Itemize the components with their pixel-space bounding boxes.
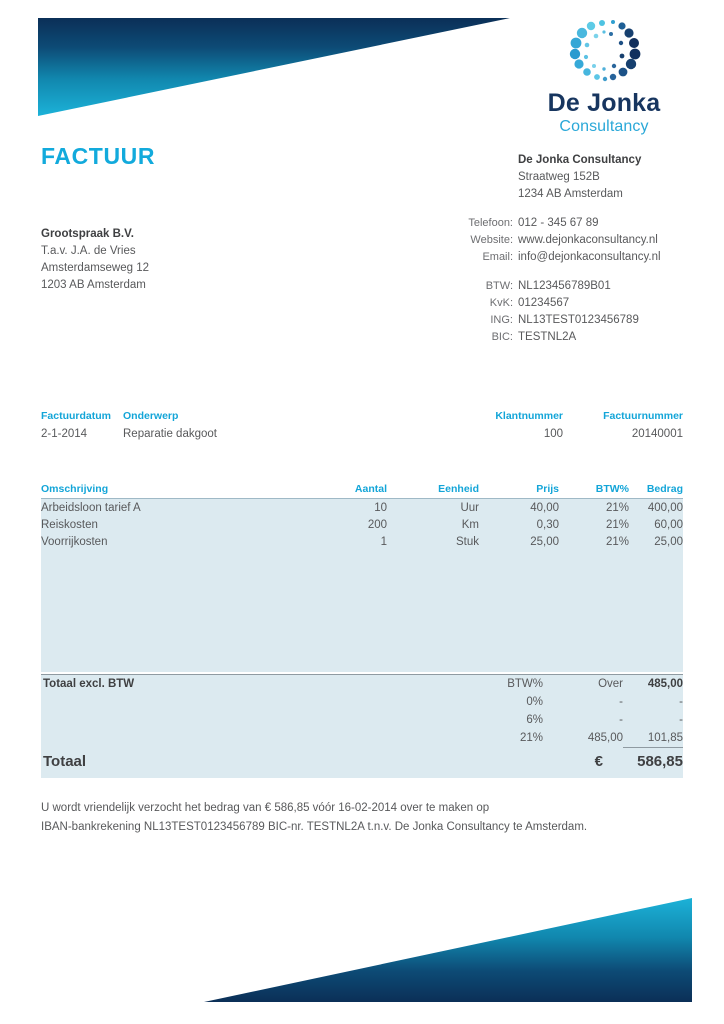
cell-quantity: 10 — [374, 502, 387, 514]
company-contact-row — [440, 232, 692, 249]
header-totals-btw-pct: BTW% — [507, 678, 543, 690]
bottom-banner-decoration — [204, 898, 692, 1006]
telefoon-label: Telefoon: — [468, 217, 513, 229]
addressee-attention: T.a.v. J.A. de Vries — [41, 245, 136, 257]
email-label: Email: — [482, 251, 513, 263]
payment-line-2: IBAN-bankrekening NL13TEST0123456789 BIC-nr. TESTNL2A t.n.v. De Jonka Consultancy te Amsterdam. — [41, 821, 588, 833]
value-subtotal: 485,00 — [647, 678, 683, 690]
currency-symbol: € — [594, 753, 603, 770]
company-name: De Jonka Consultancy — [518, 154, 642, 166]
vat-value-6: - — [679, 714, 683, 726]
cell-vat-pct: 21% — [605, 536, 629, 548]
header-bedrag: Bedrag — [646, 483, 683, 495]
company-identifier-row — [440, 329, 692, 346]
cell-quantity: 200 — [367, 519, 387, 531]
company-contact-row — [440, 215, 692, 232]
totals-section — [41, 674, 683, 778]
page-title: FACTUUR — [41, 143, 156, 169]
addressee-company: Grootspraak B.V. — [41, 228, 134, 240]
company-city: 1234 AB Amsterdam — [518, 188, 623, 200]
header-aantal: Aantal — [354, 483, 387, 495]
line-items-header-row — [41, 481, 683, 499]
cell-amount: 400,00 — [647, 502, 683, 514]
value-klantnummer: 100 — [543, 428, 563, 440]
vat-over-21: 485,00 — [587, 732, 623, 744]
website-label: Website: — [470, 234, 513, 246]
totals-vat-row — [41, 693, 683, 711]
company-details-block — [440, 152, 692, 346]
invoice-meta-values — [41, 425, 683, 443]
table-row — [41, 517, 683, 534]
invoice-meta — [41, 408, 683, 443]
cell-description: Voorrijkosten — [41, 536, 108, 548]
vat-pct-0: 0% — [526, 696, 543, 708]
invoice-meta-headers — [41, 408, 683, 424]
kvk-value: 01234567 — [518, 297, 570, 309]
header-klantnummer: Klantnummer — [495, 410, 563, 422]
cell-vat-pct: 21% — [605, 519, 629, 531]
top-banner-triangle-icon — [38, 18, 510, 128]
totals-vat-row — [41, 711, 683, 729]
vat-over-0: - — [619, 696, 623, 708]
cell-amount: 25,00 — [654, 536, 683, 548]
cell-description: Reiskosten — [41, 519, 98, 531]
spacer — [41, 711, 473, 729]
table-row — [41, 500, 683, 517]
addressee-city: 1203 AB Amsterdam — [41, 279, 146, 291]
vat-value-0: - — [679, 696, 683, 708]
grand-total-row — [41, 748, 683, 778]
email-value[interactable]: info@dejonkaconsultancy.nl — [518, 251, 661, 263]
cell-vat-pct: 21% — [605, 502, 629, 514]
addressee-street: Amsterdamseweg 12 — [41, 262, 150, 274]
header-prijs: Prijs — [536, 483, 559, 495]
logo-company-subtitle: Consultancy — [559, 118, 649, 135]
cell-description: Arbeidsloon tarief A — [41, 502, 141, 514]
spacer — [41, 729, 473, 748]
bic-label: BIC: — [491, 331, 513, 343]
dot-ring-icon — [556, 16, 652, 88]
vat-pct-21: 21% — [519, 732, 543, 744]
kvk-label: KvK: — [489, 297, 513, 309]
cell-unit: Km — [461, 519, 479, 531]
cell-quantity: 1 — [380, 536, 387, 548]
ing-value: NL13TEST0123456789 — [518, 314, 639, 326]
logo-company-name: De Jonka — [547, 89, 661, 117]
company-contact-row — [440, 249, 692, 266]
value-factuurnummer: 20140001 — [631, 428, 683, 440]
company-contact-group — [440, 215, 692, 266]
payment-instructions — [41, 799, 691, 837]
label-totaal-excl-btw: Totaal excl. BTW — [43, 678, 135, 690]
spacer — [41, 693, 473, 711]
addressee-block — [41, 226, 149, 294]
header-eenheid: Eenheid — [438, 483, 479, 495]
btw-value: NL123456789B01 — [518, 280, 611, 292]
value-onderwerp: Reparatie dakgoot — [123, 428, 217, 440]
table-row — [41, 534, 683, 551]
vat-pct-6: 6% — [526, 714, 543, 726]
value-factuurdatum: 2-1-2014 — [41, 428, 88, 440]
bottom-banner-triangle-icon — [204, 898, 692, 1006]
telefoon-value: 012 - 345 67 89 — [518, 217, 599, 229]
company-logo — [516, 16, 692, 138]
website-value[interactable]: www.dejonkaconsultancy.nl — [518, 234, 658, 246]
cell-price: 25,00 — [530, 536, 559, 548]
cell-unit: Stuk — [455, 536, 479, 548]
vat-over-6: - — [619, 714, 623, 726]
bic-value: TESTNL2A — [518, 331, 577, 343]
label-totaal: Totaal — [43, 753, 87, 770]
header-totals-over: Over — [598, 678, 623, 690]
vat-value-21: 101,85 — [623, 729, 683, 748]
company-identifier-row — [440, 312, 692, 329]
ing-label: ING: — [490, 314, 513, 326]
totals-vat-row — [41, 729, 683, 748]
btw-label: BTW: — [485, 280, 513, 292]
company-identifiers-group — [440, 278, 692, 346]
company-street: Straatweg 152B — [518, 171, 600, 183]
value-grand-total: 586,85 — [637, 753, 683, 770]
header-factuurnummer: Factuurnummer — [603, 410, 683, 422]
totals-subtotal-row — [41, 675, 683, 693]
line-items-table — [41, 481, 683, 672]
header-btw-pct: BTW% — [595, 483, 629, 495]
top-banner-decoration — [38, 18, 510, 128]
cell-price: 0,30 — [536, 519, 559, 531]
cell-amount: 60,00 — [654, 519, 683, 531]
cell-price: 40,00 — [530, 502, 559, 514]
company-identifier-row — [440, 295, 692, 312]
line-items-body — [41, 499, 683, 672]
header-onderwerp: Onderwerp — [123, 410, 179, 422]
payment-line-1: U wordt vriendelijk verzocht het bedrag van € 586,85 vóór 16-02-2014 over te maken op — [41, 802, 490, 814]
header-omschrijving: Omschrijving — [41, 483, 109, 495]
company-identifier-row — [440, 278, 692, 295]
header-factuurdatum: Factuurdatum — [41, 410, 112, 422]
cell-unit: Uur — [460, 502, 479, 514]
